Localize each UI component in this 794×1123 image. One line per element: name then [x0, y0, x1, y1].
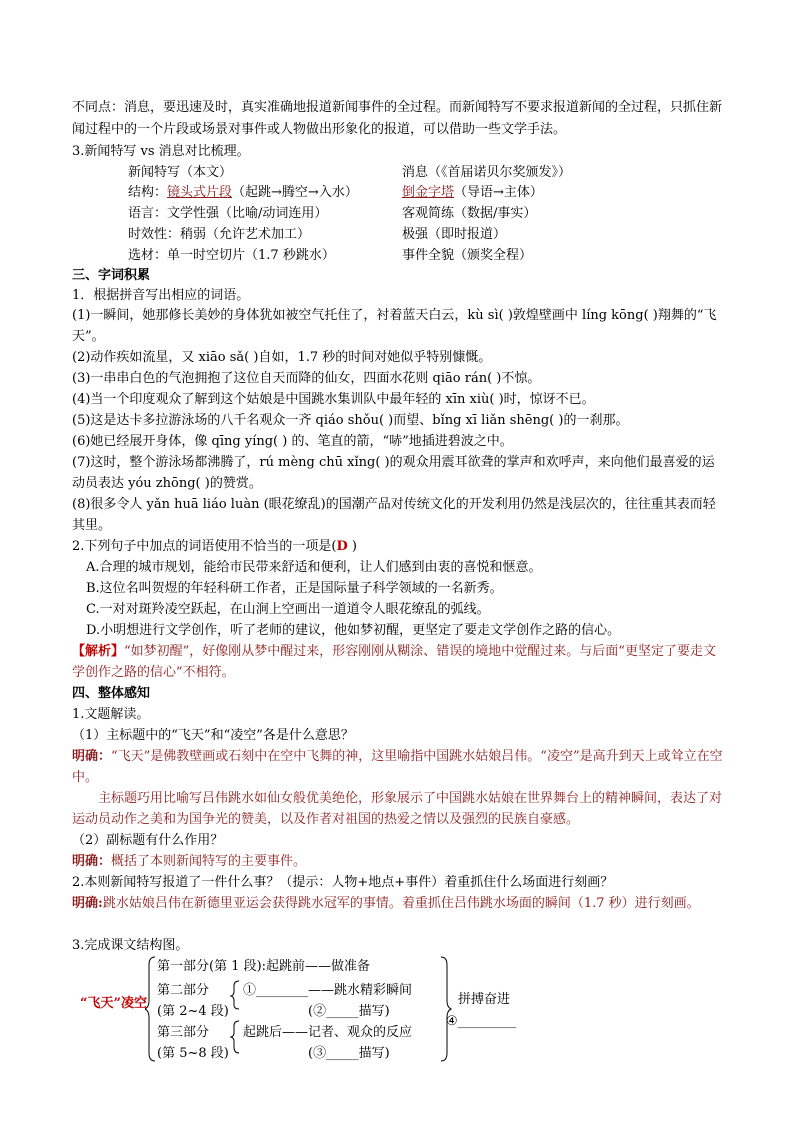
compare-row-language-right: 客观简练（数据/事实）: [402, 206, 537, 221]
answer-1-extended: 主标题巧用比喻写吕伟跳水如仙女般优美绝伦，形象展示了中国跳水姑娘在世界舞台上的精神瞬间，表达了对运动员动作之美和为国争光的赞美，以及作者对祖国的热爱之情以及强烈的民族自豪感。: [72, 791, 723, 827]
answer-2-text: 概括了本则新闻特写的主要事件。: [111, 854, 307, 869]
q1-item-5: (5)这是达卡多拉游泳场的八千名观众一齐 qiáo shǒu( )而望、bǐng xī liǎn shēng( )的一刹那。: [72, 413, 629, 428]
section-4-title: 四、整体感知: [72, 686, 151, 701]
diagram-part-2-title: 第二部分: [157, 983, 210, 998]
diagram-right-blank: ④_________: [446, 1014, 517, 1029]
answer-3-label: 明确:: [72, 896, 103, 911]
row-rest: （导语→主体）: [454, 185, 543, 200]
row-underlined: 镜头式片段: [167, 185, 233, 200]
structure-question: 3.完成课文结构图。: [72, 938, 189, 953]
q1-item-7: (7)这时，整个游泳场都沸腾了，rú mèng chū xǐng( )的观众用震耳欲聋的掌声和欢呼声，来向他们最喜爱的运动员表达 yóu zhōng( )的赞赏。: [72, 455, 715, 491]
row-label: 结构：: [128, 185, 168, 200]
section-3-title: 三、字词积累: [72, 268, 151, 283]
compare-row-language-left: [128, 203, 327, 224]
analysis-text: “如梦初醒”，好像刚从梦中醒过来，形容刚刚从糊涂、错误的境地中觉醒过来。与后面“更坚定了要走文学创作之路的信心”不相符。: [72, 644, 716, 680]
row-rest: 稍弱（允许艺术加工）: [180, 227, 311, 242]
answer-3-text: 跳水姑娘吕伟在新德里亚运会获得跳水冠军的事情。着重抓住吕伟跳水场面的瞬间（1.7 秒）进行刻画。: [102, 896, 700, 911]
answer-2-label: 明确：: [72, 854, 112, 869]
difference-paragraph: 不同点：消息，要迅速及时，真实准确地报道新闻事件的全过程。而新闻特写不要求报道新闻的全过程，只抓住新闻过程中的一个片段或场景对事件或人物做出形象化的报道，可以借助一些文学手法。: [72, 100, 723, 137]
compare-left-header: 新闻特写（本文）: [128, 165, 233, 180]
q2-option-a: A.合理的城市规划，能给市民带来舒适和便利，让人们感到由衷的喜悦和惬意。: [86, 560, 542, 575]
row-rest: 文学性强（比喻/动词连用）: [167, 206, 328, 221]
compare-right-header: 消息（《首届诺贝尔奖颁发》）: [402, 165, 572, 180]
q1-prompt: 1．根据拼音写出相应的词语。: [72, 288, 250, 303]
q2-option-c: C.一对对斑羚凌空跃起，在山涧上空画出一道道令人眼花缭乱的弧线。: [86, 602, 490, 617]
row-label: 语言：: [128, 206, 168, 221]
diagram-part-3-reaction: 起跳后——记者、观众的反应: [243, 1025, 413, 1040]
q1-item-3: (3)一串串白色的气泡拥抱了这位自天而降的仙女，四面水花则 qiāo rán( )不惊。: [72, 371, 541, 386]
answer-2: [72, 851, 727, 872]
event-question: 2.本则新闻特写报道了一件什么事？（提示：人物+地点+事件）着重抓住什么场面进行刻画？: [72, 875, 614, 890]
row-rest: （起跳→腾空→入水）: [232, 185, 358, 200]
analysis-paragraph: [72, 641, 727, 683]
analysis-label: 【解析】: [72, 644, 125, 659]
q1-item-8: (8)很多令人 yǎn huā liáo luàn (眼花缭乱)的国潮产品对传统文化的开发利用仍然是浅层次的，往往重其表而轻其里。: [72, 497, 716, 533]
diagram-part-3-title: 第三部分: [157, 1025, 210, 1040]
answer-1-text: “飞天”是佛教壁画或石刻中在空中飞舞的神，这里喻指中国跳水姑娘吕伟。“凌空”是高升到天上或耸立在空中。: [72, 749, 723, 785]
compare-row-structure-left: [128, 182, 358, 203]
diagram-part-3-range: (第 5~8 段): [157, 1046, 229, 1061]
diagram-right-theme: 拼搏奋进: [458, 992, 511, 1007]
q1-item-1: (1)一瞬间，她那修长美妙的身体犹如被空气托住了，衬着蓝天白云，kù sì( )敦煌壁画中 líng kōng( )翔舞的“飞天”。: [72, 308, 717, 344]
diagram-root: “飞天”凌空: [80, 996, 147, 1011]
row-label: 选材：: [128, 248, 168, 263]
q2-option-d: D.小明想进行文学创作，听了老师的建议，他如梦初醒，更坚定了要走文学创作之路的信心。: [86, 623, 621, 638]
compare-row-timeliness-right: 极强（即时报道）: [402, 227, 507, 242]
diagram-part-2-blank-1: ①________——跳水精彩瞬间: [243, 983, 413, 998]
q2-close: ): [347, 539, 357, 554]
row-label: 时效性：: [128, 227, 181, 242]
q2-option-b: B.这位名叫贺煜的年轻科研工作者，正是国际量子科学领域的一名新秀。: [86, 581, 503, 596]
compare-title: 3.新闻特写 vs 消息对比梳理。: [72, 144, 250, 159]
subquestion-1: （1）主标题中的“飞天”和“凌空”各是什么意思？: [72, 728, 354, 743]
q2-text: 2.下列句子中加点的词语使用不恰当的一项是(: [72, 539, 337, 554]
answer-1-label: 明确：: [72, 749, 112, 764]
row-underlined: 倒金字塔: [402, 185, 455, 200]
diagram-part-1: 第一部分(第 1 段):起跳前——做准备: [157, 959, 371, 974]
diagram-part-2-range: (第 2~4 段): [157, 1004, 229, 1019]
compare-row-material-left: [128, 245, 335, 266]
diagram-part-3-blank: (③_____描写): [308, 1046, 390, 1061]
row-rest: 单一时空切片（1.7 秒跳水）: [167, 248, 335, 263]
q1-item-4: (4)当一个印度观众了解到这个姑娘是中国跳水集训队中最年轻的 xīn xiù( )时，惊讶不已。: [72, 392, 595, 407]
title-reading: 1.文题解读。: [72, 707, 150, 722]
q2-prompt: [72, 536, 727, 557]
answer-3: [72, 893, 727, 914]
q1-item-2: (2)动作疾如流星，又 xiāo sǎ( )自如，1.7 秒的时间对她似乎特别慷慨。: [72, 350, 492, 365]
q2-answer: D: [336, 539, 348, 554]
diagram-part-2-blank-2: (②_____描写): [308, 1004, 390, 1019]
subquestion-2: （2）副标题有什么作用？: [72, 833, 224, 848]
compare-row-structure-right: [402, 182, 543, 203]
answer-1: [72, 746, 727, 788]
q1-item-6: (6)她已经展开身体，像 qīng yíng( ) 的、笔直的箭，“哧”地插进碧波之中。: [72, 434, 513, 449]
compare-row-material-right: 事件全貌（颁奖全程）: [402, 248, 533, 263]
compare-row-timeliness-left: [128, 224, 310, 245]
